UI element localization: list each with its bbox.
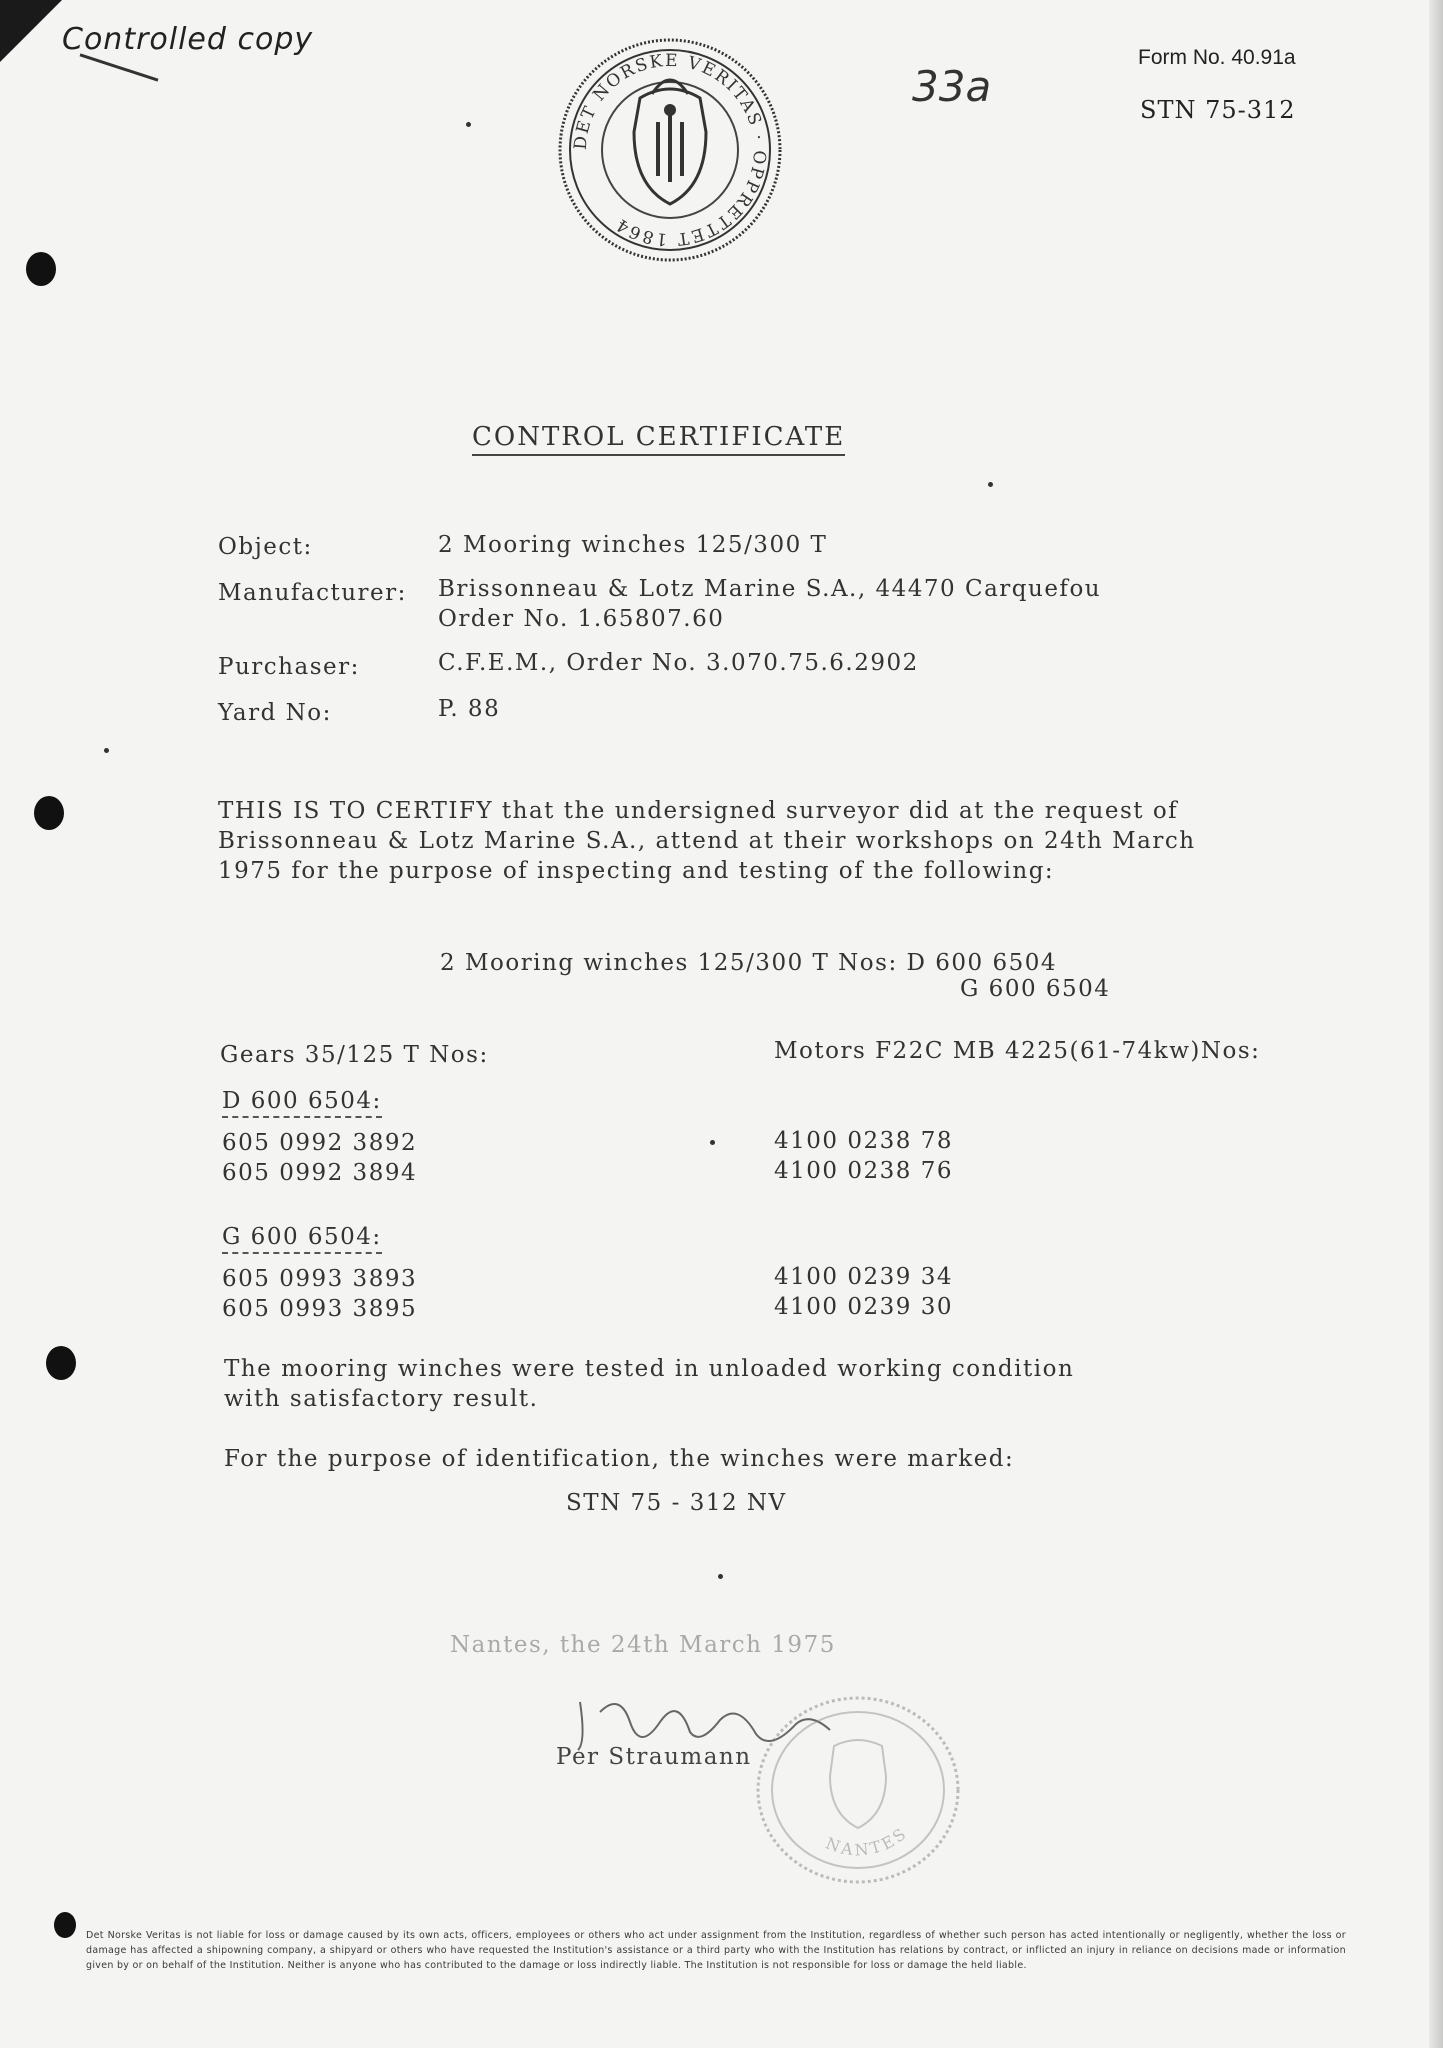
stn-reference: STN 75-312 xyxy=(1140,96,1296,124)
gear-number: 605 0993 3893 xyxy=(222,1266,418,1292)
handwritten-number: 33a xyxy=(912,62,992,111)
speck xyxy=(718,1574,723,1579)
punch-hole-bottom xyxy=(54,1912,76,1938)
page-corner-fold xyxy=(0,0,62,62)
liability-footnote: Det Norske Veritas is not liable for loss or damage caused by its own acts, officers, employees or others who act under assignment from the Institution, regardless of whether such person has acted intentionally or negligently, whether the loss or damage has affected a shipowning company, a shipyard or others who have requested the Institution's assistance or a third party who with the Institution has relations by contract, or inflicted an injury in reliance on decisions made or information given by or on behalf of the Institution. Neither is anyone who has contributed to the damage or loss indirectly liable. The Institution is not responsible for loss or damage the held liable. xyxy=(86,1930,1346,1971)
motor-number: 4100 0239 34 xyxy=(774,1264,953,1290)
gear-number: 605 0992 3894 xyxy=(222,1160,418,1186)
purchaser-label: Purchaser: xyxy=(218,654,360,680)
document-title: CONTROL CERTIFICATE xyxy=(472,422,845,456)
handwritten-stroke xyxy=(80,53,159,81)
winches-line-1: 2 Mooring winches 125/300 T Nos: D 600 6504 xyxy=(440,950,1058,976)
form-number: Form No. 40.91a xyxy=(1138,46,1296,69)
manufacturer-order: Order No. 1.65807.60 xyxy=(438,606,725,632)
object-label: Object: xyxy=(218,534,313,560)
gears-header: Gears 35/125 T Nos: xyxy=(220,1042,489,1068)
purchaser-value: C.F.E.M., Order No. 3.070.75.6.2902 xyxy=(438,650,919,676)
certification-paragraph: THIS IS TO CERTIFY that the undersigned surveyor did at the request of Brissonneau & Lotz Marine S.A., attend at their workshops on 24th March 1975 for the purpose of inspecting and testing of the following: xyxy=(218,798,1196,884)
speck xyxy=(710,1140,715,1145)
handwritten-note: Controlled copy xyxy=(62,22,314,57)
gear-number: 605 0993 3895 xyxy=(222,1296,418,1322)
speck xyxy=(988,482,993,487)
office-seal xyxy=(748,1690,968,1890)
office-seal-text: NANTES xyxy=(823,1822,912,1860)
punch-hole-lower xyxy=(46,1346,76,1380)
yard-label: Yard No: xyxy=(218,700,332,726)
place-date: Nantes, the 24th March 1975 xyxy=(450,1632,836,1658)
manufacturer-value: Brissonneau & Lotz Marine S.A., 44470 Carquefou xyxy=(438,576,1102,602)
dnv-seal xyxy=(556,36,784,264)
motor-number: 4100 0239 30 xyxy=(774,1294,953,1320)
marking: STN 75 - 312 NV xyxy=(566,1490,787,1516)
punch-hole-top xyxy=(26,252,56,286)
manufacturer-label: Manufacturer: xyxy=(218,580,407,606)
motors-header: Motors F22C MB 4225(61-74kw)Nos: xyxy=(774,1038,1261,1064)
motor-number: 4100 0238 76 xyxy=(774,1158,953,1184)
yard-value: P. 88 xyxy=(438,696,501,722)
gear-number: 605 0992 3892 xyxy=(222,1130,418,1156)
speck xyxy=(466,122,471,127)
page-right-edge xyxy=(1429,0,1443,2048)
motor-number: 4100 0238 78 xyxy=(774,1128,953,1154)
identification-text: For the purpose of identification, the winches were marked: xyxy=(224,1446,1015,1472)
result-line-2: with satisfactory result. xyxy=(224,1386,539,1412)
signatory-name: Per Straumann xyxy=(556,1744,752,1770)
object-value: 2 Mooring winches 125/300 T xyxy=(438,532,828,558)
result-line-1: The mooring winches were tested in unloaded working condition xyxy=(224,1356,1075,1382)
seal-text: DET NORSKE VERITAS · OPPRETTET 1864 xyxy=(570,50,770,250)
winches-line-2: G 600 6504 xyxy=(960,976,1111,1002)
group-label-g: G 600 6504: xyxy=(222,1224,382,1254)
punch-hole-middle xyxy=(34,796,64,830)
group-label-d: D 600 6504: xyxy=(222,1088,382,1118)
speck xyxy=(104,748,109,753)
